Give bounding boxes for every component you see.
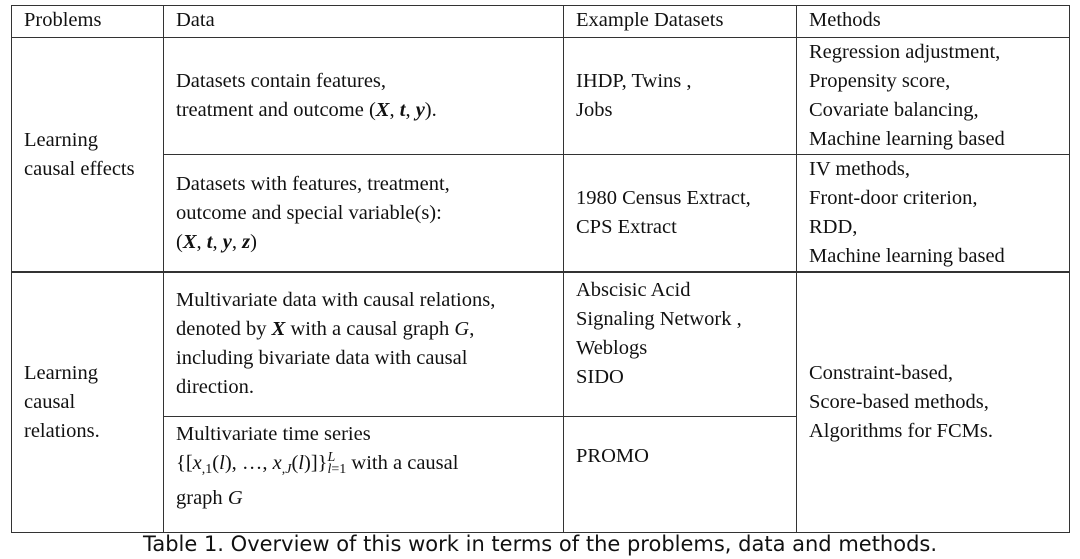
data-line: outcome and special variable(s):	[176, 201, 442, 224]
data-line	[176, 228, 553, 257]
method-item: Regression adjustment,	[809, 41, 1001, 63]
datasets-cell	[564, 272, 797, 416]
method-item: IV methods,	[809, 158, 910, 180]
table-row	[12, 155, 1070, 273]
methods-cell-shared	[797, 272, 1070, 532]
data-line: Multivariate time series	[176, 422, 371, 445]
method-item: Constraint-based,	[809, 361, 954, 384]
data-math-rendered: (X, t, y, z)	[176, 230, 257, 253]
dataset-item: SIDO	[576, 366, 624, 388]
data-line: direction.	[176, 376, 254, 399]
method-item: Machine learning based	[809, 128, 1005, 150]
data-line-rendered: graph G	[176, 486, 243, 509]
dataset-item: 1980 Census Extract,	[576, 187, 751, 209]
data-line: including bivariate data with causal	[176, 347, 468, 370]
method-item: Front-door criterion,	[809, 187, 978, 209]
table-row	[12, 272, 1070, 416]
data-line	[176, 315, 553, 344]
problem-line: causal	[24, 390, 76, 413]
dataset-item: Weblogs	[576, 337, 648, 359]
data-line: Multivariate data with causal relations,	[176, 289, 496, 312]
dataset-item: CPS Extract	[576, 216, 677, 238]
problem-line: Learning	[24, 361, 98, 384]
datasets-cell	[564, 155, 797, 273]
header-methods: Methods	[797, 6, 1070, 38]
data-line: Datasets with features, treatment,	[176, 172, 450, 195]
methods-cell	[797, 155, 1070, 273]
method-item: Algorithms for FCMs.	[809, 419, 993, 442]
dataset-item: IHDP, Twins ,	[576, 70, 692, 92]
problem-line: relations.	[24, 419, 100, 442]
problem-line: Learning	[24, 128, 98, 151]
method-item: Machine learning based	[809, 245, 1005, 267]
data-line	[176, 96, 553, 125]
method-item: Propensity score,	[809, 70, 951, 92]
methods-cell	[797, 38, 1070, 155]
overview-table	[11, 5, 1070, 533]
table-row	[12, 38, 1070, 155]
table-caption: Table 1. Overview of this work in terms of the problems, data and methods.	[142, 532, 938, 556]
header-example-datasets: Example Datasets	[564, 6, 797, 38]
problem-cell-causal-relations	[12, 272, 164, 532]
data-cell	[164, 38, 564, 155]
data-math-rendered: (X, t, y).	[368, 99, 437, 121]
header-row	[12, 6, 1070, 38]
dataset-item: Abscisic Acid	[576, 279, 691, 301]
method-item: Covariate balancing,	[809, 99, 979, 121]
method-item: RDD,	[809, 216, 858, 238]
data-line-text: treatment and outcome	[176, 99, 364, 121]
problem-cell-causal-effects	[12, 38, 164, 273]
problem-line: causal effects	[24, 157, 135, 180]
dataset-item: PROMO	[576, 444, 649, 467]
dataset-item: Signaling Network ,	[576, 308, 742, 330]
datasets-cell	[564, 38, 797, 155]
method-item: Score-based methods,	[809, 390, 989, 413]
data-cell	[164, 155, 564, 273]
data-cell	[164, 416, 564, 532]
header-data: Data	[164, 6, 564, 38]
data-line	[176, 484, 553, 513]
data-line: Datasets contain features,	[176, 70, 387, 92]
header-problems: Problems	[12, 6, 164, 38]
datasets-cell	[564, 416, 797, 532]
data-cell	[164, 272, 564, 416]
data-line	[176, 449, 553, 484]
time-series-formula: {[$x_{,1}(l)$, …, $x_{,J}(l)$]} L l=1 with a causal	[176, 449, 459, 477]
data-line-rendered: denoted by X with a causal graph G,	[176, 318, 475, 341]
dataset-item: Jobs	[576, 99, 613, 121]
